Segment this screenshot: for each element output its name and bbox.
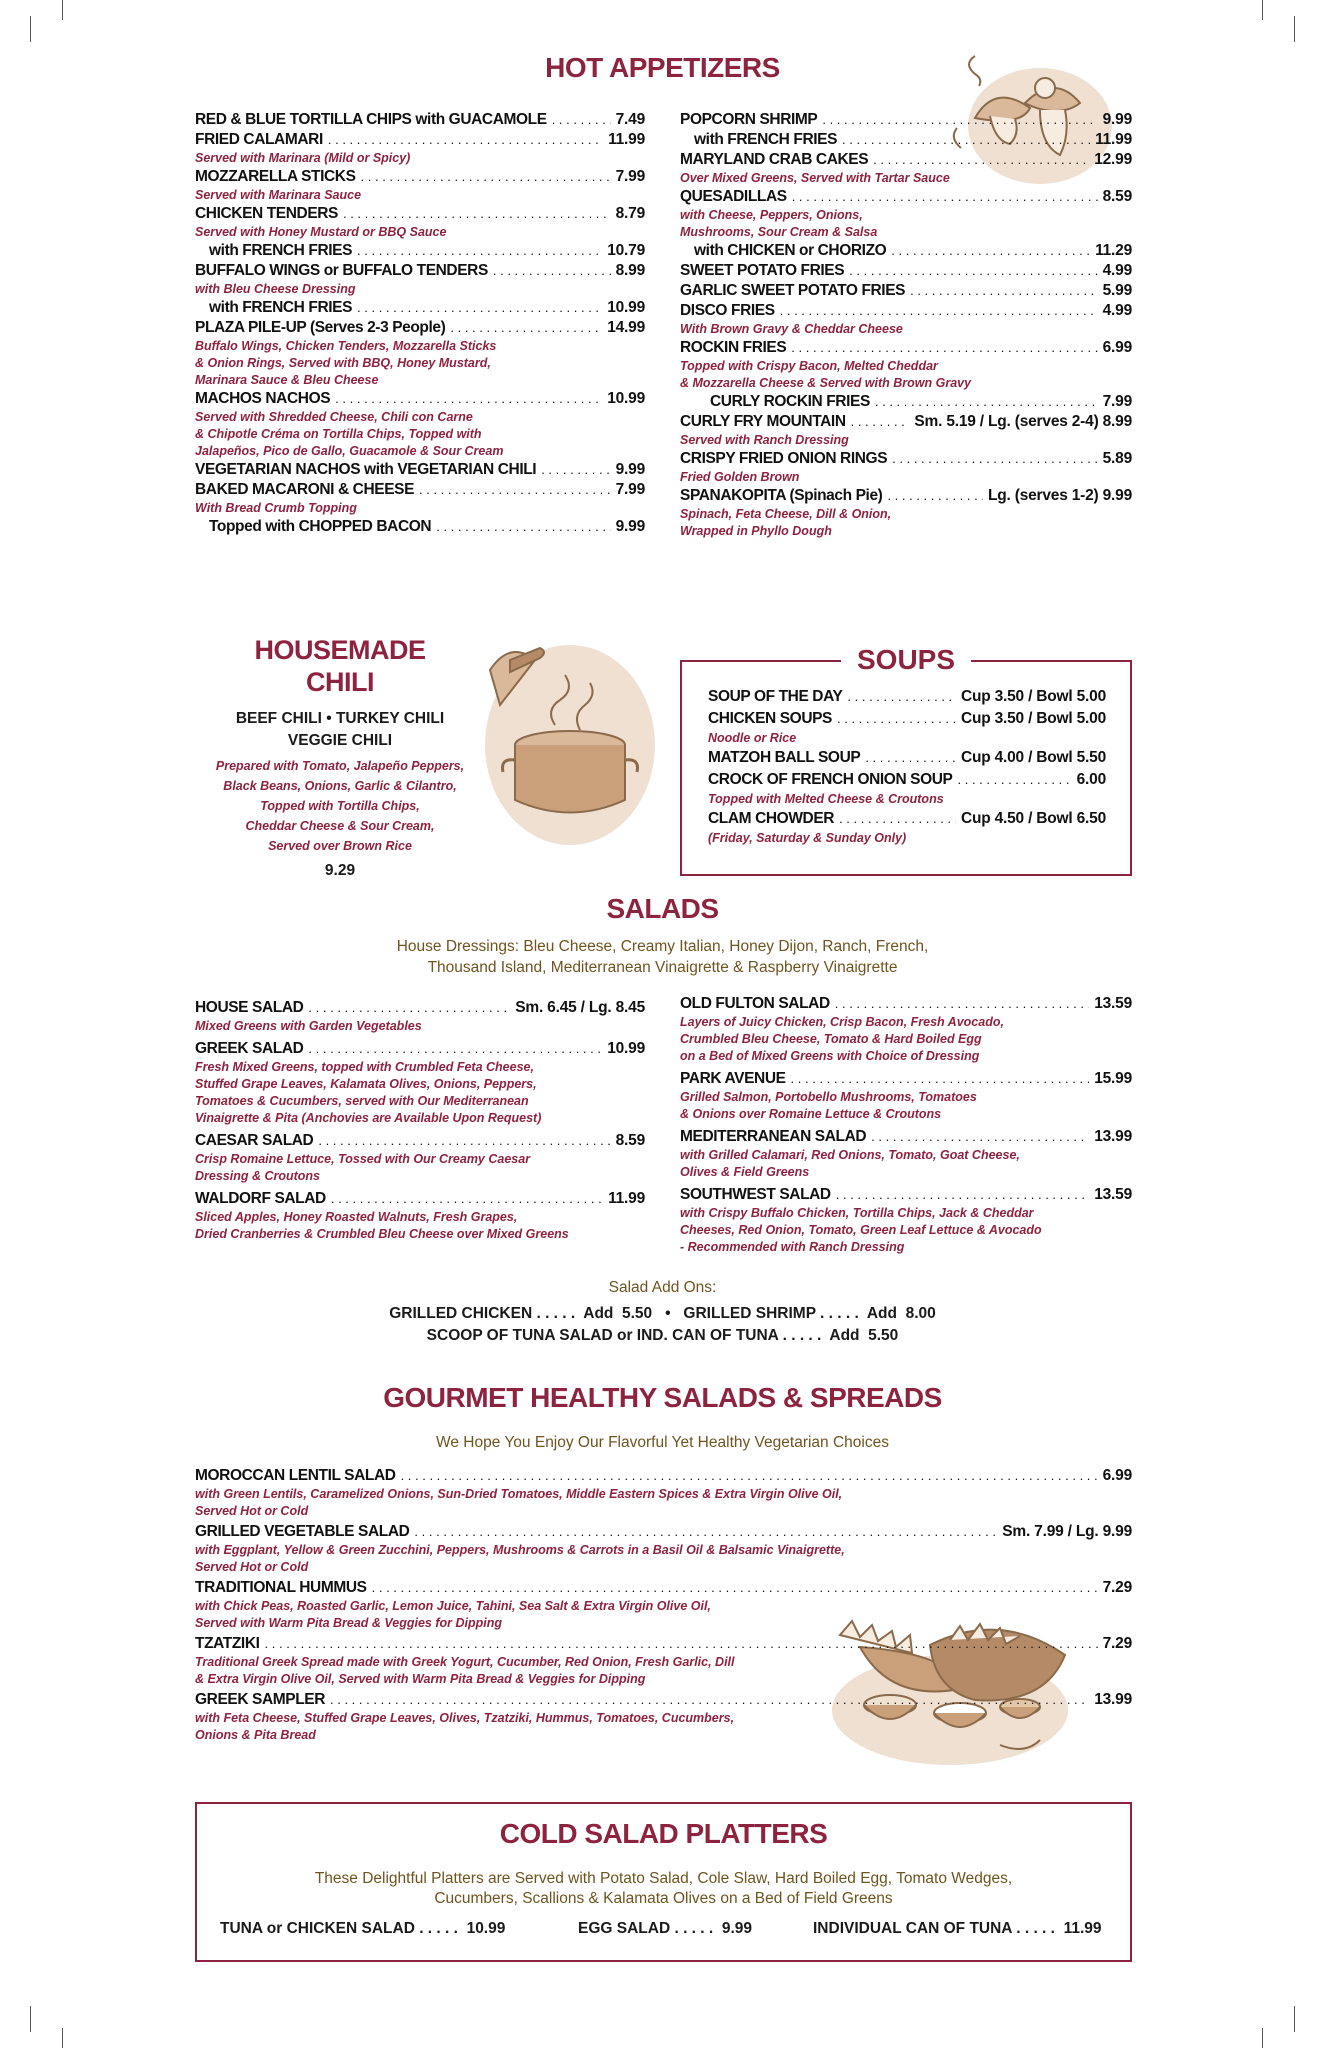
gourmet-list [195,1466,1132,1744]
menu-item-description: Served Hot or Cold [195,1504,309,1518]
crop-mark [30,16,31,42]
leader-dots [343,204,611,224]
menu-item-description: & Chipotle Créma on Tortilla Chips, Topped with [195,427,482,441]
chili-description-line: Black Beans, Onions, Garlic & Cilantro, [223,779,457,793]
menu-item-description: Spinach, Feta Cheese, Dill & Onion, [680,507,892,521]
menu-item-name: CRISPY FRIED ONION RINGS [680,450,888,467]
menu-item-price: Cup 4.00 / Bowl 5.50 [960,749,1106,766]
leader-dots [842,130,1090,150]
menu-item-name: QUESADILLAS [680,188,787,205]
menu-item-price: 7.99 [615,481,645,498]
menu-item [195,998,645,1018]
menu-item [195,110,645,130]
leader-dots [958,769,1072,791]
menu-item-name: MOROCCAN LENTIL SALAD [195,1467,396,1484]
menu-item-price: Sm. 7.99 / Lg. 9.99 [1002,1523,1132,1540]
menu-item-price: 9.99 [615,518,645,535]
leader-dots [791,1069,1090,1089]
menu-item [195,389,645,409]
leader-dots [308,1039,602,1059]
menu-item-price: 10.99 [607,390,645,407]
menu-item-name: CROCK OF FRENCH ONION SOUP [708,771,953,788]
cold-platters-desc-line1: These Delightful Platters are Served with Potato Salad, Cole Slaw, Hard Boiled Egg, Tomato Wedges, [314,1870,1013,1887]
menu-item-name: CHICKEN SOUPS [708,710,832,727]
leader-dots [330,1690,1089,1710]
crop-mark [1262,2028,1263,2048]
menu-item-name: OLD FULTON SALAD [680,995,830,1012]
menu-item-description: with Green Lentils, Caramelized Onions, Sun-Dried Tomatoes, Middle Eastern Spices & Extra Virgin Olive Oil, [195,1487,843,1501]
leader-dots [791,338,1097,358]
menu-item-name: MARYLAND CRAB CAKES [680,151,869,168]
hot-appetizers-left-column [195,110,645,537]
menu-item-name: RED & BLUE TORTILLA CHIPS with GUACAMOLE [195,111,547,128]
menu-item-price: 12.99 [1094,151,1132,168]
menu-item [680,130,1132,150]
leader-dots [887,486,983,506]
salads-dressings-line2: Thousand Island, Mediterranean Vinaigrette & Raspberry Vinaigrette [427,959,898,976]
menu-item-name: MATZOH BALL SOUP [708,749,861,766]
menu-item-name: with FRENCH FRIES [209,299,353,316]
salad-addons-line2: SCOOP OF TUNA SALAD or IND. CAN OF TUNA . . . . . Add 5.50 [426,1327,899,1344]
menu-item-description: with Grilled Calamari, Red Onions, Tomato, Goat Cheese, [680,1148,1020,1162]
menu-item-name: POPCORN SHRIMP [680,111,818,128]
menu-item-description: Served with Warm Pita Bread & Veggies for Dipping [195,1616,503,1630]
salads-left-column [195,998,645,1243]
menu-item-price: Sm. 5.19 / Lg. (serves 2-4) 8.99 [914,413,1132,430]
menu-item-price: 4.99 [1102,302,1132,319]
menu-item [680,261,1132,281]
menu-item-description: Served Hot or Cold [195,1560,309,1574]
menu-item-name: DISCO FRIES [680,302,775,319]
menu-item-description: Jalapeños, Pico de Gallo, Guacamole & Sour Cream [195,444,504,458]
menu-item-description: Topped with Crispy Bacon, Melted Cheddar [680,359,938,373]
menu-item-name: VEGETARIAN NACHOS with VEGETARIAN CHILI [195,461,537,478]
menu-item-price: 8.79 [615,205,645,222]
cold-platters-desc-line2: Cucumbers, Scallions & Kalamata Olives on a Bed of Field Greens [434,1890,893,1907]
menu-item [680,110,1132,130]
leader-dots [450,318,602,338]
menu-item [680,281,1132,301]
menu-item-price: Cup 3.50 / Bowl 5.00 [960,710,1106,727]
menu-item [195,1634,1132,1654]
menu-item-price: 13.99 [1094,1128,1132,1145]
leader-dots [493,261,611,281]
menu-item-price: 7.29 [1102,1579,1132,1596]
menu-item [195,167,645,187]
chili-title-line2: CHILI [306,667,374,697]
menu-item-name: with FRENCH FRIES [694,131,838,148]
menu-item-description: on a Bed of Mixed Greens with Choice of Dressing [680,1049,980,1063]
menu-item-price: 4.99 [1102,262,1132,279]
menu-item [708,747,1106,769]
menu-item-description: Noodle or Rice [708,731,797,745]
leader-dots [331,1189,603,1209]
menu-item [195,517,645,537]
chili-description-line: Prepared with Tomato, Jalapeño Peppers, [215,759,465,773]
menu-item-price: 7.49 [615,111,645,128]
menu-item [708,769,1106,791]
gourmet-title: GOURMET HEALTHY SALADS & SPREADS [383,1382,942,1413]
menu-item [680,486,1132,506]
cold-platter-can-tuna: INDIVIDUAL CAN OF TUNA . . . . . 11.99 [813,1920,1102,1937]
menu-item-description: - Recommended with Ranch Dressing [680,1240,905,1254]
menu-item [680,187,1132,207]
crop-mark [62,2028,63,2048]
menu-item-price: 7.99 [615,168,645,185]
leader-dots [871,1127,1089,1147]
menu-item-description: Over Mixed Greens, Served with Tartar Sauce [680,171,950,185]
menu-item [195,1578,1132,1598]
menu-item-description: & Onion Rings, Served with BBQ, Honey Mustard, [195,356,491,370]
menu-item [195,1522,1132,1542]
menu-item-price: Lg. (serves 1-2) 9.99 [988,487,1132,504]
menu-item-name: TRADITIONAL HUMMUS [195,1579,367,1596]
hot-appetizers-title: HOT APPETIZERS [545,52,780,83]
menu-item-price: 8.59 [1102,188,1132,205]
menu-item-description: & Onions over Romaine Lettuce & Croutons [680,1107,942,1121]
menu-item-price: 6.99 [1102,339,1132,356]
menu-item-name: GREEK SAMPLER [195,1691,326,1708]
chili-price: 9.29 [324,862,356,879]
menu-item-price: 5.89 [1102,450,1132,467]
menu-item-name: TZATZIKI [195,1635,260,1652]
menu-item [195,1131,645,1151]
menu-item-name: CURLY FRY MOUNTAIN [680,413,846,430]
chili-description-line: Cheddar Cheese & Sour Cream, [245,819,435,833]
leader-dots [541,460,610,480]
menu-item-name: GREEK SALAD [195,1040,304,1057]
menu-item-name: PARK AVENUE [680,1070,786,1087]
menu-item-description: Crisp Romaine Lettuce, Tossed with Our Creamy Caesar [195,1152,531,1166]
salad-addons-line1: GRILLED CHICKEN . . . . . Add 5.50 • GRILLED SHRIMP . . . . . Add 8.00 [389,1305,936,1322]
menu-item-price: 9.99 [615,461,645,478]
leader-dots [361,167,611,187]
menu-item-description: Mixed Greens with Garden Vegetables [195,1019,422,1033]
menu-item-description: Buffalo Wings, Chicken Tenders, Mozzarella Sticks [195,339,497,353]
menu-item-description: Grilled Salmon, Portobello Mushrooms, Tomatoes [680,1090,977,1104]
menu-item [680,412,1132,432]
menu-item-price: 13.59 [1094,1186,1132,1203]
leader-dots [419,480,611,500]
leader-dots [822,110,1097,130]
menu-item [708,708,1106,730]
leader-dots [318,1131,610,1151]
hot-appetizers-right-column [680,110,1132,540]
chili-varieties: BEEF CHILI • TURKEY CHILI [235,710,445,727]
menu-item-name: BUFFALO WINGS or BUFFALO TENDERS [195,262,488,279]
menu-item-name: MACHOS NACHOS [195,390,331,407]
menu-item-description: Marinara Sauce & Bleu Cheese [195,373,379,387]
menu-item-price: 5.99 [1102,282,1132,299]
menu-item [195,241,645,261]
menu-item-price: Sm. 6.45 / Lg. 8.45 [515,999,645,1016]
menu-item [680,1069,1132,1089]
menu-item-price: Cup 3.50 / Bowl 5.00 [960,688,1106,705]
menu-item-name: SOUP OF THE DAY [708,688,843,705]
leader-dots [401,1466,1098,1486]
menu-item-name: WALDORF SALAD [195,1190,326,1207]
leader-dots [265,1634,1098,1654]
leader-dots [847,686,956,708]
chili-description-line: Topped with Tortilla Chips, [260,799,420,813]
chili-description-line: Served over Brown Rice [268,839,412,853]
menu-item-description: Crumbled Bleu Cheese, Tomato & Hard Boiled Egg [680,1032,982,1046]
menu-item-price: 13.59 [1094,995,1132,1012]
menu-item [195,480,645,500]
menu-item-name: MOZZARELLA STICKS [195,168,356,185]
chili-description [195,756,485,856]
gourmet-subtitle: We Hope You Enjoy Our Flavorful Yet Healthy Vegetarian Choices [436,1434,889,1451]
menu-item-description: Tomatoes & Cucumbers, served with Our Mediterranean [195,1094,529,1108]
chili-pot-illustration [470,630,670,845]
menu-item [195,1039,645,1059]
salads-title: SALADS [606,893,719,924]
menu-item-description: Fried Golden Brown [680,470,800,484]
menu-item-price: 11.29 [1095,242,1132,259]
leader-dots [851,412,910,432]
menu-item [680,301,1132,321]
menu-item-price: 11.99 [1095,131,1132,148]
soups-list [708,686,1106,847]
menu-item-description: Dried Cranberries & Crumbled Bleu Cheese over Mixed Greens [195,1227,569,1241]
salad-addons-title: Salad Add Ons: [608,1279,717,1296]
leader-dots [873,150,1089,170]
chili-title-line1: HOUSEMADE [254,635,426,665]
menu-item [680,1127,1132,1147]
menu-item-description: with Eggplant, Yellow & Green Zucchini, Peppers, Mushrooms & Carrots in a Basil Oil & Balsamic Vinaigrette, [195,1543,845,1557]
menu-item-description: Dressing & Croutons [195,1169,321,1183]
menu-item-description: with Crispy Buffalo Chicken, Tortilla Chips, Jack & Cheddar [680,1206,1034,1220]
menu-item-name: CURLY ROCKIN FRIES [710,393,870,410]
menu-item-price: 13.99 [1094,1691,1132,1708]
leader-dots [837,708,956,730]
leader-dots [839,808,956,830]
chili-section [195,634,485,882]
menu-item-name: BAKED MACARONI & CHEESE [195,481,415,498]
leader-dots [892,449,1097,469]
crop-mark [1294,2006,1295,2032]
menu-item-description: Served with Marinara (Mild or Spicy) [195,151,411,165]
menu-item-name: CAESAR SALAD [195,1132,314,1149]
menu-item [195,460,645,480]
leader-dots [328,130,603,150]
menu-item-price: 10.99 [607,1040,645,1057]
menu-item-name: HOUSE SALAD [195,999,304,1016]
menu-item-description: Mushrooms, Sour Cream & Salsa [680,225,878,239]
menu-item-description: With Brown Gravy & Cheddar Cheese [680,322,903,336]
menu-item-description: with Feta Cheese, Stuffed Grape Leaves, Olives, Tzatziki, Hummus, Tomatoes, Cucumbers, [195,1711,735,1725]
menu-item [195,1690,1132,1710]
menu-item [195,1466,1132,1486]
menu-item-name: FRIED CALAMARI [195,131,323,148]
leader-dots [357,298,602,318]
leader-dots [308,998,510,1018]
menu-item-description: with Bleu Cheese Dressing [195,282,356,296]
leader-dots [780,301,1098,321]
menu-item-name: CLAM CHOWDER [708,810,835,827]
menu-item [680,338,1132,358]
menu-item-description: Sliced Apples, Honey Roasted Walnuts, Fresh Grapes, [195,1210,518,1224]
leader-dots [835,994,1089,1014]
menu-item-price: 6.99 [1102,1467,1132,1484]
menu-item [195,261,645,281]
leader-dots [849,261,1097,281]
menu-item [195,318,645,338]
menu-item-description: & Mozzarella Cheese & Served with Brown Gravy [680,376,972,390]
leader-dots [836,1185,1089,1205]
menu-item-price: 6.00 [1076,771,1106,788]
menu-item-description: Traditional Greek Spread made with Greek Yogurt, Cucumber, Red Onion, Fresh Garlic, Dill [195,1655,735,1669]
menu-item [680,994,1132,1014]
menu-item-price: 15.99 [1094,1070,1132,1087]
menu-item-name: Topped with CHOPPED BACON [209,518,432,535]
menu-item-price: 11.99 [608,131,645,148]
menu-item-description: Served with Shredded Cheese, Chili con Carne [195,410,473,424]
menu-item-description: Fresh Mixed Greens, topped with Crumbled Feta Cheese, [195,1060,534,1074]
menu-item-description: with Chick Peas, Roasted Garlic, Lemon Juice, Tahini, Sea Salt & Extra Virgin Olive Oil, [195,1599,711,1613]
menu-item [680,1185,1132,1205]
leader-dots [372,1578,1098,1598]
cold-platters-title: COLD SALAD PLATTERS [499,1818,828,1849]
menu-item-description: Onions & Pita Bread [195,1728,316,1742]
menu-item-name: with FRENCH FRIES [209,242,353,259]
leader-dots [792,187,1098,207]
menu-item-description: (Friday, Saturday & Sunday Only) [708,831,907,845]
menu-item [195,1189,645,1209]
menu-item-description: Cheeses, Red Onion, Tomato, Green Leaf Lettuce & Avocado [680,1223,1042,1237]
menu-item-name: SOUTHWEST SALAD [680,1186,831,1203]
menu-item-description: Vinaigrette & Pita (Anchovies are Available Upon Request) [195,1111,542,1125]
leader-dots [865,747,956,769]
menu-item-name: GRILLED VEGETABLE SALAD [195,1523,410,1540]
menu-item-name: ROCKIN FRIES [680,339,787,356]
menu-item-price: 9.99 [1102,111,1132,128]
crop-mark [62,0,63,20]
crop-mark [1262,0,1263,20]
menu-item-name: CHICKEN TENDERS [195,205,338,222]
menu-item [680,392,1132,412]
menu-item-price: 10.99 [607,299,645,316]
salads-right-column [680,994,1132,1256]
leader-dots [357,241,602,261]
menu-item [708,808,1106,830]
menu-item [680,449,1132,469]
menu-item [708,686,1106,708]
menu-item-name: MEDITERRANEAN SALAD [680,1128,867,1145]
menu-item-description: & Extra Virgin Olive Oil, Served with Warm Pita Bread & Veggies for Dipping [195,1672,646,1686]
leader-dots [335,389,602,409]
soups-title: SOUPS [841,642,971,678]
menu-item-price: 8.99 [615,262,645,279]
menu-item-price: 10.79 [607,242,645,259]
menu-item-description: Topped with Melted Cheese & Croutons [708,792,944,806]
chili-veggie: VEGGIE CHILI [287,732,393,749]
menu-item-description: With Bread Crumb Topping [195,501,357,515]
menu-item-price: Cup 4.50 / Bowl 6.50 [960,810,1106,827]
leader-dots [414,1522,997,1542]
menu-item [195,204,645,224]
menu-item-name: SWEET POTATO FRIES [680,262,845,279]
menu-item-price: 14.99 [607,319,645,336]
cold-platter-tuna-chicken: TUNA or CHICKEN SALAD . . . . . 10.99 [220,1920,506,1937]
crop-mark [1294,16,1295,42]
menu-item-price: 11.99 [608,1190,645,1207]
menu-item-description: Stuffed Grape Leaves, Kalamata Olives, Onions, Peppers, [195,1077,537,1091]
menu-item-price: 7.29 [1102,1635,1132,1652]
salads-dressings-line1: House Dressings: Bleu Cheese, Creamy Italian, Honey Dijon, Ranch, French, [396,938,929,955]
menu-item-name: PLAZA PILE-UP (Serves 2-3 People) [195,319,446,336]
menu-item [680,241,1132,261]
leader-dots [910,281,1098,301]
menu-item-name: SPANAKOPITA (Spinach Pie) [680,487,883,504]
menu-item [195,298,645,318]
menu-item-price: 8.59 [615,1132,645,1149]
menu-item [195,130,645,150]
menu-item-description: with Cheese, Peppers, Onions, [680,208,863,222]
leader-dots [436,517,610,537]
leader-dots [875,392,1098,412]
cold-platter-egg: EGG SALAD . . . . . 9.99 [578,1920,752,1937]
menu-item-description: Served with Marinara Sauce [195,188,362,202]
menu-item-description: Served with Honey Mustard or BBQ Sauce [195,225,447,239]
crop-mark [30,2006,31,2032]
menu-item-description: Layers of Juicy Chicken, Crisp Bacon, Fresh Avocado, [680,1015,1004,1029]
menu-item-name: with CHICKEN or CHORIZO [694,242,887,259]
leader-dots [891,241,1090,261]
menu-item-name: GARLIC SWEET POTATO FRIES [680,282,906,299]
menu-item-description: Served with Ranch Dressing [680,433,849,447]
menu-item-price: 7.99 [1102,393,1132,410]
menu-item-description: Olives & Field Greens [680,1165,810,1179]
menu-item [680,150,1132,170]
menu-item-description: Wrapped in Phyllo Dough [680,524,832,538]
leader-dots [552,110,611,130]
